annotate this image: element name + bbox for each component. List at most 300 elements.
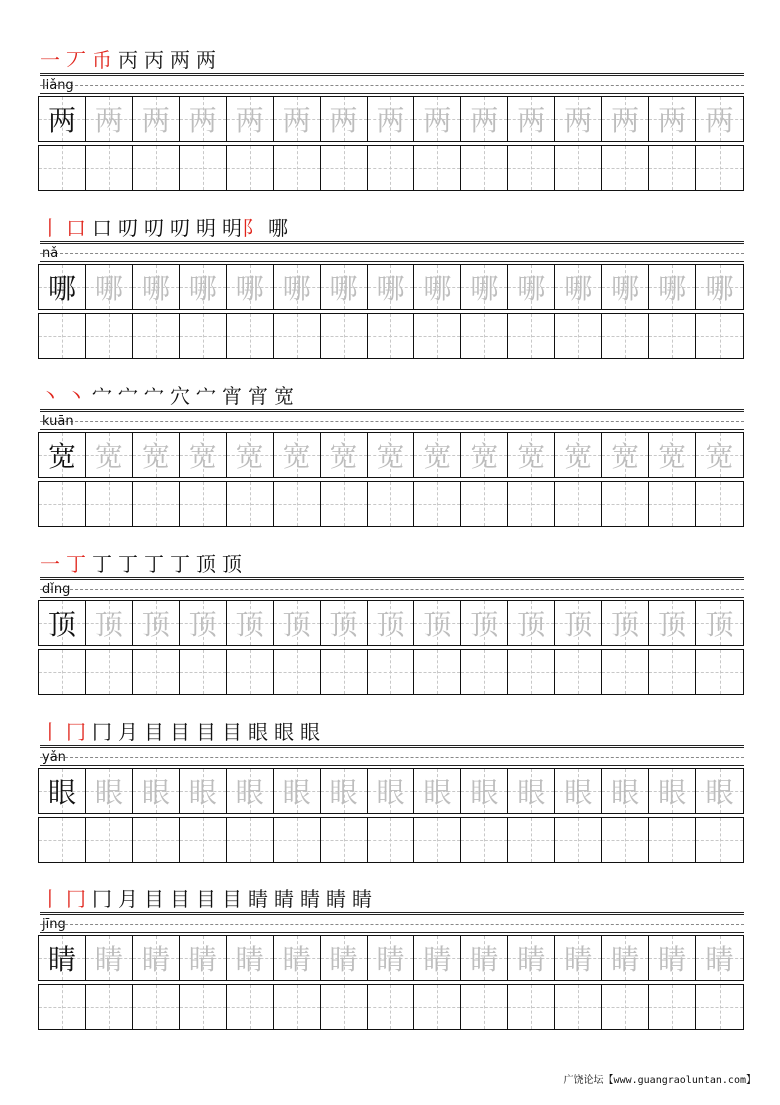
trace-cell: [368, 769, 415, 813]
stroke-base: 宀: [144, 384, 164, 408]
writing-cell[interactable]: [602, 818, 649, 862]
stroke-base: 宀: [92, 384, 112, 408]
writing-cell[interactable]: [696, 314, 743, 358]
trace-cell: [696, 769, 743, 813]
trace-cell: [227, 97, 274, 141]
trace-row: [38, 600, 744, 646]
stroke-base: 目: [222, 720, 242, 744]
trace-cell: [368, 265, 415, 309]
writing-cell[interactable]: [696, 818, 743, 862]
stroke-step: [170, 887, 190, 911]
writing-cell[interactable]: [227, 818, 274, 862]
stroke-step: [40, 216, 60, 240]
writing-cell[interactable]: [602, 650, 649, 694]
stroke-base: 顶: [196, 552, 216, 576]
trace-char: 两: [282, 104, 311, 137]
stroke-base: 冂: [92, 720, 112, 744]
trace-char: 两: [564, 104, 593, 137]
writing-cell[interactable]: [180, 482, 227, 526]
writing-cell[interactable]: [86, 985, 133, 1029]
pinyin-guide-line: [40, 932, 744, 933]
trace-cell: [133, 97, 180, 141]
stroke-base: 丙: [118, 48, 138, 72]
writing-cell[interactable]: [555, 985, 602, 1029]
writing-cell[interactable]: [414, 818, 461, 862]
writing-cell[interactable]: [86, 146, 133, 190]
trace-char: 两: [658, 104, 687, 137]
writing-cell[interactable]: [555, 314, 602, 358]
pinyin-guide-line: [40, 912, 744, 913]
pinyin-guide-line: [40, 429, 744, 430]
trace-cell: [602, 97, 649, 141]
writing-cell[interactable]: [602, 146, 649, 190]
writing-cell[interactable]: [227, 985, 274, 1029]
writing-cell[interactable]: [227, 314, 274, 358]
writing-cell[interactable]: [133, 650, 180, 694]
writing-cell[interactable]: [508, 146, 555, 190]
writing-cell[interactable]: [39, 985, 86, 1029]
pinyin-guide-line: [40, 85, 744, 86]
stroke-base: 睛: [326, 887, 346, 911]
trace-char: 两: [329, 104, 358, 137]
writing-cell[interactable]: [461, 985, 508, 1029]
trace-char: 眼: [188, 776, 217, 809]
stroke-step: [40, 552, 60, 576]
trace-char: 哪: [94, 272, 123, 305]
pinyin-label: yǎn: [42, 750, 66, 765]
trace-cell: [649, 769, 696, 813]
trace-char: 睛: [470, 943, 499, 976]
trace-cell: [461, 936, 508, 980]
writing-cell[interactable]: [133, 818, 180, 862]
trace-cell: [414, 601, 461, 645]
writing-cell[interactable]: [696, 482, 743, 526]
stroke-base: 冂: [92, 887, 112, 911]
stroke-step: [222, 887, 242, 911]
trace-cell: [461, 433, 508, 477]
trace-char: 两: [423, 104, 452, 137]
writing-cell[interactable]: [274, 650, 321, 694]
writing-cell[interactable]: [274, 482, 321, 526]
stroke-step: [118, 552, 138, 576]
stroke-step: [196, 720, 216, 744]
trace-char: 眼: [376, 776, 405, 809]
writing-cell[interactable]: [508, 482, 555, 526]
stroke-step: [118, 384, 138, 408]
writing-cell[interactable]: [86, 314, 133, 358]
pinyin-guide-line: [40, 579, 744, 580]
writing-cell[interactable]: [321, 985, 368, 1029]
stroke-step: [248, 384, 268, 408]
stroke-new: 丁: [66, 552, 86, 576]
stroke-base: 目: [196, 887, 216, 911]
writing-cell[interactable]: [133, 146, 180, 190]
trace-char: 哪: [564, 272, 593, 305]
trace-char: 睛: [705, 943, 734, 976]
trace-cell: [602, 936, 649, 980]
writing-cell[interactable]: [602, 985, 649, 1029]
stroke-step: [300, 887, 320, 911]
trace-char: 眼: [94, 776, 123, 809]
pinyin-guide-line: [40, 261, 744, 262]
writing-cell[interactable]: [321, 314, 368, 358]
pinyin-guide-line: [40, 597, 744, 598]
trace-char: 两: [141, 104, 170, 137]
trace-char: 睛: [564, 943, 593, 976]
trace-cell: [274, 265, 321, 309]
writing-cell[interactable]: [86, 650, 133, 694]
stroke-step: [92, 887, 112, 911]
trace-char: 顶: [564, 608, 593, 641]
stroke-base: 明: [196, 216, 216, 240]
writing-cell[interactable]: [227, 482, 274, 526]
writing-cell[interactable]: [321, 818, 368, 862]
model-char: 两: [47, 104, 76, 137]
trace-char: 顶: [141, 608, 170, 641]
writing-cell[interactable]: [368, 146, 415, 190]
writing-cell[interactable]: [274, 314, 321, 358]
writing-cell[interactable]: [696, 146, 743, 190]
model-char: 哪: [47, 272, 76, 305]
char-section-哪: [0, 206, 780, 374]
pinyin-guide-line: [40, 73, 744, 74]
stroke-base: 两: [196, 48, 216, 72]
stroke-new: 丆: [66, 48, 86, 72]
trace-char: 顶: [470, 608, 499, 641]
trace-cell: [274, 433, 321, 477]
trace-char: 哪: [282, 272, 311, 305]
trace-cell: [321, 97, 368, 141]
stroke-base: 明: [222, 216, 242, 240]
writing-cell[interactable]: [180, 818, 227, 862]
pinyin-label: liǎng: [42, 78, 74, 93]
writing-cell[interactable]: [133, 985, 180, 1029]
trace-char: 睛: [423, 943, 452, 976]
trace-cell: [602, 433, 649, 477]
trace-char: 哪: [517, 272, 546, 305]
trace-cell: [86, 936, 133, 980]
trace-cell: [227, 433, 274, 477]
trace-char: 宽: [564, 440, 593, 473]
trace-cell: [461, 265, 508, 309]
writing-cell[interactable]: [555, 650, 602, 694]
trace-cell: [508, 265, 555, 309]
stroke-new: 冂: [66, 720, 86, 744]
trace-cell: [180, 265, 227, 309]
stroke-step: [92, 48, 112, 72]
stroke-step: [118, 887, 138, 911]
trace-char: 睛: [329, 943, 358, 976]
trace-cell: [321, 601, 368, 645]
trace-char: 睛: [517, 943, 546, 976]
stroke-new: 冂: [66, 887, 86, 911]
writing-cell[interactable]: [696, 985, 743, 1029]
writing-cell[interactable]: [39, 818, 86, 862]
writing-cell[interactable]: [555, 818, 602, 862]
trace-char: 宽: [282, 440, 311, 473]
writing-cell[interactable]: [368, 818, 415, 862]
stroke-new: 一: [40, 48, 60, 72]
stroke-step: [118, 720, 138, 744]
pinyin-label: kuān: [42, 414, 74, 429]
stroke-step: [170, 48, 190, 72]
stroke-step: [144, 216, 164, 240]
writing-cell[interactable]: [39, 482, 86, 526]
blank-row: [38, 649, 744, 695]
trace-char: 顶: [705, 608, 734, 641]
trace-char: 哪: [376, 272, 405, 305]
trace-char: 睛: [94, 943, 123, 976]
trace-char: 宽: [611, 440, 640, 473]
stroke-base: 丁: [144, 552, 164, 576]
trace-char: 眼: [423, 776, 452, 809]
trace-char: 顶: [658, 608, 687, 641]
writing-cell[interactable]: [508, 314, 555, 358]
pinyin-guide-line: [40, 253, 744, 254]
stroke-new: 丶: [40, 384, 60, 408]
stroke-base: 穴: [170, 384, 190, 408]
pinyin-guide-line: [40, 747, 744, 748]
trace-cell: [368, 433, 415, 477]
model-char: 顶: [47, 608, 76, 641]
trace-char: 哪: [611, 272, 640, 305]
stroke-base: 睛: [248, 887, 268, 911]
writing-cell[interactable]: [649, 985, 696, 1029]
trace-cell: [555, 769, 602, 813]
writing-cell[interactable]: [649, 818, 696, 862]
writing-cell[interactable]: [649, 650, 696, 694]
trace-cell: [602, 769, 649, 813]
trace-cell: [180, 97, 227, 141]
stroke-step: [222, 384, 242, 408]
stroke-base: 眼: [274, 720, 294, 744]
pinyin-guide-line: [40, 765, 744, 766]
stroke-step: [196, 384, 216, 408]
stroke-base: 目: [222, 887, 242, 911]
trace-cell: [321, 936, 368, 980]
stroke-new: 一: [40, 552, 60, 576]
trace-cell: [86, 769, 133, 813]
writing-cell[interactable]: [461, 650, 508, 694]
writing-cell[interactable]: [461, 482, 508, 526]
writing-cell[interactable]: [414, 314, 461, 358]
trace-char: 眼: [658, 776, 687, 809]
writing-cell[interactable]: [227, 650, 274, 694]
stroke-base: 目: [144, 887, 164, 911]
stroke-order: [40, 542, 248, 576]
writing-cell[interactable]: [602, 482, 649, 526]
pinyin-guide-line: [40, 589, 744, 590]
stroke-step: [300, 720, 320, 744]
stroke-base: 目: [144, 720, 164, 744]
trace-cell: [368, 601, 415, 645]
stroke-step: [92, 384, 112, 408]
trace-cell: [180, 601, 227, 645]
stroke-step: [118, 48, 138, 72]
writing-cell[interactable]: [461, 146, 508, 190]
stroke-new: 丨: [40, 887, 60, 911]
trace-char: 哪: [470, 272, 499, 305]
trace-cell: [696, 601, 743, 645]
trace-char: 两: [470, 104, 499, 137]
stroke-base: 宀: [196, 384, 216, 408]
pinyin-guide-line: [40, 409, 744, 410]
pinyin-guide-line: [40, 411, 744, 412]
char-section-睛: [0, 877, 780, 1045]
stroke-base: 叨: [170, 216, 190, 240]
trace-cell: [180, 936, 227, 980]
stroke-step: [92, 216, 112, 240]
blank-row: [38, 481, 744, 527]
writing-cell[interactable]: [86, 482, 133, 526]
trace-cell: [39, 265, 86, 309]
writing-cell[interactable]: [414, 146, 461, 190]
pinyin-guide-line: [40, 75, 744, 76]
writing-cell[interactable]: [180, 650, 227, 694]
stroke-step: [144, 384, 164, 408]
trace-cell: [602, 265, 649, 309]
trace-cell: [274, 601, 321, 645]
trace-cell: [133, 433, 180, 477]
trace-char: 宽: [329, 440, 358, 473]
stroke-step: [66, 48, 86, 72]
stroke-base: 目: [170, 887, 190, 911]
writing-cell[interactable]: [180, 985, 227, 1029]
trace-char: 眼: [564, 776, 593, 809]
stroke-step: [196, 48, 216, 72]
writing-cell[interactable]: [274, 818, 321, 862]
char-section-眼: [0, 710, 780, 878]
writing-cell[interactable]: [508, 650, 555, 694]
trace-cell: [696, 265, 743, 309]
trace-cell: [508, 769, 555, 813]
writing-cell[interactable]: [39, 650, 86, 694]
trace-char: 眼: [329, 776, 358, 809]
trace-cell: [649, 936, 696, 980]
writing-cell[interactable]: [227, 146, 274, 190]
stroke-step: [268, 216, 288, 240]
trace-char: 哪: [705, 272, 734, 305]
stroke-base: 丙: [144, 48, 164, 72]
stroke-step: [144, 887, 164, 911]
writing-cell[interactable]: [180, 146, 227, 190]
stroke-step: [222, 216, 262, 240]
writing-cell[interactable]: [649, 314, 696, 358]
trace-cell: [555, 265, 602, 309]
writing-cell[interactable]: [649, 482, 696, 526]
writing-cell[interactable]: [321, 482, 368, 526]
trace-char: 宽: [470, 440, 499, 473]
writing-cell[interactable]: [321, 146, 368, 190]
writing-cell[interactable]: [39, 146, 86, 190]
stroke-step: [222, 552, 242, 576]
writing-cell[interactable]: [86, 818, 133, 862]
stroke-step: [40, 720, 60, 744]
trace-cell: [555, 936, 602, 980]
blank-row: [38, 313, 744, 359]
trace-char: 顶: [329, 608, 358, 641]
pinyin-label: dǐng: [42, 582, 71, 597]
stroke-base: 叨: [118, 216, 138, 240]
trace-cell: [180, 769, 227, 813]
trace-row: [38, 264, 744, 310]
writing-cell[interactable]: [414, 650, 461, 694]
writing-cell[interactable]: [555, 146, 602, 190]
writing-cell[interactable]: [180, 314, 227, 358]
trace-char: 宽: [141, 440, 170, 473]
writing-cell[interactable]: [414, 482, 461, 526]
writing-cell[interactable]: [274, 985, 321, 1029]
trace-cell: [555, 433, 602, 477]
writing-cell[interactable]: [39, 314, 86, 358]
stroke-step: [170, 384, 190, 408]
trace-char: 宽: [517, 440, 546, 473]
trace-row: [38, 96, 744, 142]
writing-cell[interactable]: [133, 482, 180, 526]
trace-cell: [696, 433, 743, 477]
trace-cell: [414, 769, 461, 813]
trace-row: [38, 432, 744, 478]
trace-cell: [274, 97, 321, 141]
stroke-base: 丁: [170, 552, 190, 576]
trace-char: 眼: [705, 776, 734, 809]
trace-char: 顶: [94, 608, 123, 641]
stroke-step: [144, 720, 164, 744]
stroke-step: [66, 887, 86, 911]
writing-cell[interactable]: [368, 314, 415, 358]
trace-cell: [180, 433, 227, 477]
trace-char: 睛: [282, 943, 311, 976]
trace-cell: [649, 97, 696, 141]
trace-char: 宽: [705, 440, 734, 473]
trace-cell: [321, 265, 368, 309]
stroke-step: [40, 384, 60, 408]
trace-cell: [508, 936, 555, 980]
writing-cell[interactable]: [696, 650, 743, 694]
trace-cell: [39, 936, 86, 980]
trace-cell: [649, 265, 696, 309]
writing-cell[interactable]: [461, 314, 508, 358]
trace-cell: [368, 936, 415, 980]
writing-cell[interactable]: [508, 818, 555, 862]
writing-cell[interactable]: [368, 650, 415, 694]
stroke-order: [40, 206, 294, 240]
writing-cell[interactable]: [321, 650, 368, 694]
writing-cell[interactable]: [274, 146, 321, 190]
trace-char: 哪: [188, 272, 217, 305]
writing-cell[interactable]: [508, 985, 555, 1029]
trace-char: 宽: [376, 440, 405, 473]
writing-cell[interactable]: [414, 985, 461, 1029]
trace-cell: [649, 601, 696, 645]
char-section-两: [0, 38, 780, 206]
writing-cell[interactable]: [555, 482, 602, 526]
trace-char: 睛: [188, 943, 217, 976]
trace-cell: [133, 601, 180, 645]
writing-cell[interactable]: [602, 314, 649, 358]
stroke-step: [196, 216, 216, 240]
stroke-step: [40, 48, 60, 72]
writing-cell[interactable]: [133, 314, 180, 358]
writing-cell[interactable]: [368, 482, 415, 526]
writing-cell[interactable]: [368, 985, 415, 1029]
writing-cell[interactable]: [649, 146, 696, 190]
writing-cell[interactable]: [461, 818, 508, 862]
stroke-new: 丶: [66, 384, 86, 408]
trace-char: 眼: [235, 776, 264, 809]
trace-cell: [649, 433, 696, 477]
trace-char: 两: [705, 104, 734, 137]
